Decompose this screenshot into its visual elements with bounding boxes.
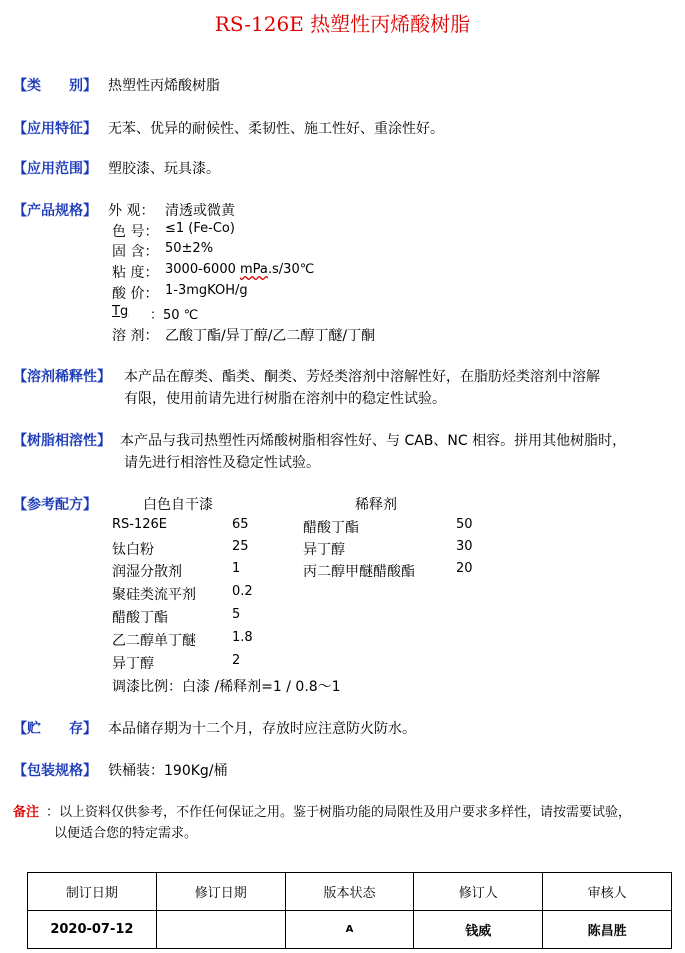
table-header-cell: 修订日期 — [156, 873, 285, 911]
spec-value: 1-3mgKOH/g — [165, 283, 248, 298]
diluent-item-name: 醋酸丁酯 — [303, 520, 359, 536]
storage-value: 本品储存期为十二个月，存放时应注意防火防水。 — [108, 721, 416, 737]
formula-item-qty: 0.2 — [232, 584, 253, 599]
page-title: RS-126E 热塑性丙烯酸树脂 — [214, 12, 471, 36]
table-cell: 2020-07-12 — [28, 911, 157, 949]
table-cell: A — [285, 911, 414, 949]
formula-item-qty: 2 — [232, 653, 241, 668]
dilution-label: 【溶剂稀释性】 — [13, 369, 111, 385]
spec-name: 粘 度： — [112, 265, 159, 281]
dilution-text-line2: 有限，使用前请先进行树脂在溶剂中的稳定性试验。 — [124, 391, 446, 407]
formula-ratio: 调漆比例：白漆 /稀释剂=1 / 0.8～1 — [112, 679, 341, 695]
storage-label: 【贮 存】 — [13, 721, 97, 737]
diluent-item-qty: 20 — [456, 561, 473, 576]
formula-item-qty: 65 — [232, 517, 249, 532]
scope-label: 【应用范围】 — [13, 161, 97, 177]
table-header-cell: 制订日期 — [28, 873, 157, 911]
compat-label: 【树脂相溶性】 — [13, 433, 111, 449]
spec-name: 溶 剂： — [112, 328, 159, 344]
spec-value: ≤1 (Fe-Co) — [165, 221, 235, 236]
scope-value: 塑胶漆、玩具漆。 — [108, 161, 220, 177]
spec-name: 酸 价： — [112, 286, 159, 302]
specs-label: 【产品规格】 — [13, 203, 97, 219]
spec-value: 清透或微黄 — [165, 203, 235, 219]
formula-left-header: 白色自干漆 — [143, 497, 213, 513]
viscosity-range: 3000-6000 — [165, 262, 240, 277]
dilution-text-line1: 本产品在醇类、酯类、酮类、芳烃类溶剂中溶解性好，在脂肪烃类溶剂中溶解 — [124, 369, 600, 385]
formula-item-qty: 1 — [232, 561, 241, 576]
table-header-cell: 审核人 — [543, 873, 672, 911]
diluent-item-name: 丙二醇甲醚醋酸酯 — [303, 564, 415, 580]
spec-value: 乙酸丁酯/异丁醇/乙二醇丁醚/丁酮 — [165, 328, 376, 344]
table-cell — [156, 911, 285, 949]
table-cell: 陈昌胜 — [543, 911, 672, 949]
formula-item-qty: 25 — [232, 539, 249, 554]
formula-label: 【参考配方】 — [13, 497, 97, 513]
table-cell: 钱威 — [414, 911, 543, 949]
packing-label: 【包装规格】 — [13, 763, 97, 779]
features-value: 无苯、优异的耐候性、柔韧性、施工性好、重涂性好。 — [108, 121, 444, 137]
formula-item-name: 醋酸丁酯 — [112, 610, 168, 626]
revision-table — [27, 872, 672, 949]
spec-name: 色 号： — [112, 224, 159, 240]
spec-name: 外 观： — [108, 203, 155, 219]
compat-text-line2: 请先进行相溶性及稳定性试验。 — [124, 455, 320, 471]
diluent-item-name: 异丁醇 — [303, 542, 345, 558]
formula-item-qty: 5 — [232, 607, 241, 622]
note-text-line1: ：以上资料仅供参考，不作任何保证之用。鉴于树脂功能的局限性及用户要求多样性，请按需要试验， — [46, 805, 632, 820]
formula-item-name: RS-126E — [112, 517, 168, 532]
spec-value: ：50 ℃ — [150, 308, 199, 323]
viscosity-unit: mPa — [240, 262, 268, 277]
diluent-item-qty: 50 — [456, 517, 473, 532]
diluent-item-qty: 30 — [456, 539, 473, 554]
table-row — [28, 911, 672, 949]
formula-item-name: 聚硅类流平剂 — [112, 587, 196, 603]
table-header-cell: 版本状态 — [285, 873, 414, 911]
table-header-row — [28, 873, 672, 911]
category-label: 【类 别】 — [13, 78, 97, 94]
category-value: 热塑性丙烯酸树脂 — [108, 78, 220, 94]
spec-name: Tg — [112, 304, 129, 319]
viscosity-condition: .s/30℃ — [267, 262, 315, 277]
table-header-cell: 修订人 — [414, 873, 543, 911]
spec-name: 固 含： — [112, 244, 159, 260]
spec-value-viscosity — [165, 262, 314, 277]
formula-right-header: 稀释剂 — [355, 497, 397, 513]
formula-item-qty: 1.8 — [232, 630, 253, 645]
formula-item-name: 异丁醇 — [112, 656, 154, 672]
features-label: 【应用特征】 — [13, 121, 97, 137]
note-text-line2: 以便适合您的特定需求。 — [54, 826, 198, 841]
spec-value: 50±2% — [165, 241, 214, 256]
formula-item-name: 乙二醇单丁醚 — [112, 633, 196, 649]
compat-text-line1: 本产品与我司热塑性丙烯酸树脂相容性好、与 CAB、NC 相容。拼用其他树脂时， — [120, 433, 627, 449]
formula-item-name: 钛白粉 — [112, 542, 154, 558]
formula-item-name: 润湿分散剂 — [112, 564, 182, 580]
packing-value: 铁桶装：190Kg/桶 — [108, 763, 228, 779]
note-label: 备注 — [13, 805, 40, 820]
